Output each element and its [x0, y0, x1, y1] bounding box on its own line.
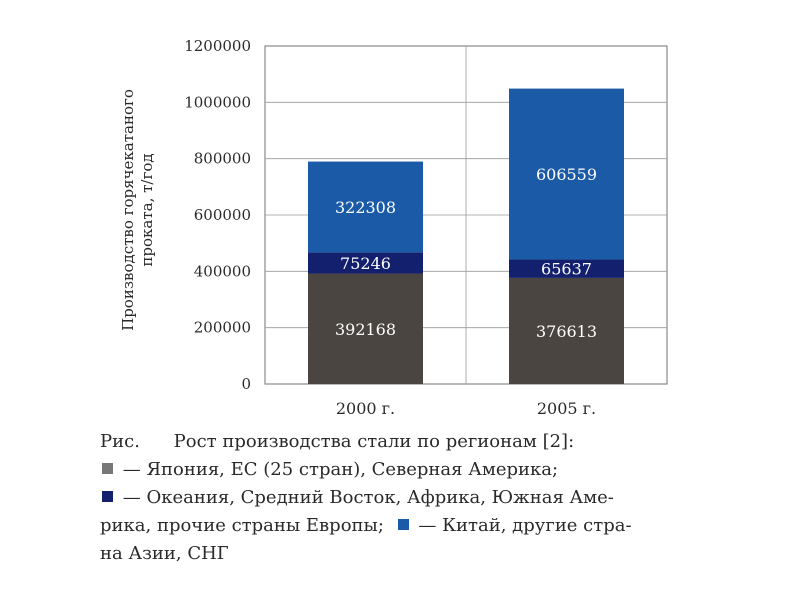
x-tick-label: 2000 г.: [335, 399, 396, 418]
x-tick-label: 2005 г.: [536, 399, 597, 418]
y-axis-label: [108, 60, 168, 360]
y-tick-label: 400000: [193, 262, 251, 281]
data-label: 606559: [535, 165, 598, 185]
legend-item-3b: на Азии, СНГ: [100, 543, 229, 564]
data-label: 65637: [541, 259, 592, 279]
y-axis-label-line2: проката, т/год: [138, 153, 156, 267]
y-tick-label: 800000: [193, 149, 251, 168]
y-tick-label: 1000000: [184, 93, 251, 112]
legend-item-3a: — Китай, другие стра-: [418, 515, 632, 536]
caption-title: Рост производства стали по регионам [2]:: [173, 431, 575, 452]
legend-swatch-blue: [398, 519, 409, 530]
data-label: 322308: [334, 197, 397, 217]
figure-caption: [100, 428, 700, 568]
data-label: 376613: [535, 321, 598, 341]
legend-item-2a: — Океания, Средний Восток, Африка, Южная Аме-: [122, 487, 614, 508]
y-axis-label-line1: Производство горячекатаного: [119, 89, 137, 331]
legend-item-1: — Япония, ЕС (25 стран), Северная Америка;: [122, 459, 559, 480]
y-tick-label: 1200000: [184, 37, 251, 55]
caption-lead: Рис.: [100, 431, 140, 452]
legend-item-2b: рика, прочие страны Европы;: [100, 515, 384, 536]
data-label: 392168: [334, 319, 397, 339]
y-tick-label: 200000: [193, 318, 251, 337]
legend-swatch-grey: [102, 463, 113, 474]
y-tick-label: 0: [241, 375, 251, 393]
legend-swatch-darkblue: [102, 491, 113, 502]
data-label: 75246: [340, 253, 391, 273]
y-tick-label: 600000: [193, 206, 251, 224]
